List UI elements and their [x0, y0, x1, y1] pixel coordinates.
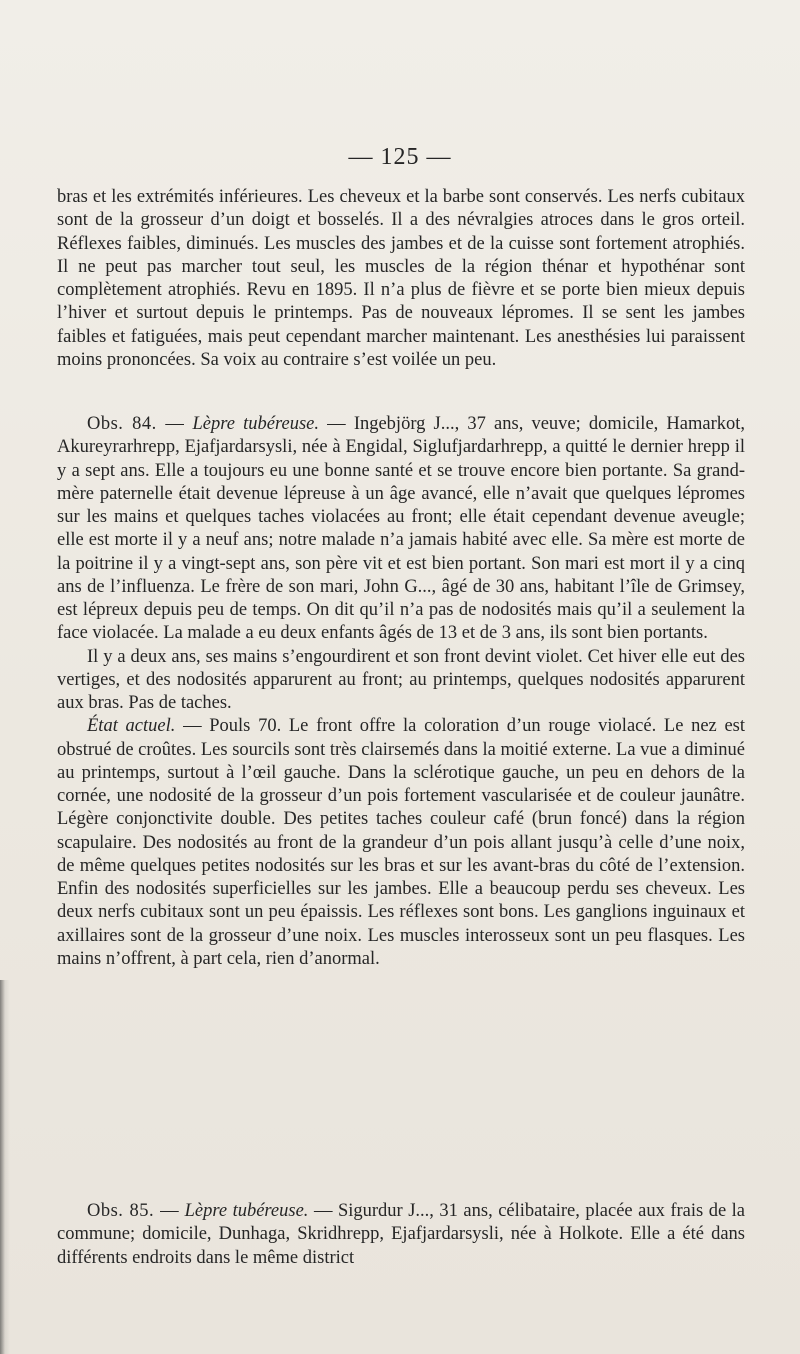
obs84-dash: —	[327, 414, 346, 434]
obs85-label: Obs. 85. —	[87, 1201, 180, 1221]
obs85-paragraph-1-text: Sigurdur J..., 31 ans, célibataire, placée aux frais de la commune; domicile, Dunhaga, Skridhrepp, Ejafjardarsysli, née à Holkote. Elle a été dans différents endroits dans le même district	[57, 1201, 746, 1268]
continued-paragraph-text: bras et les extrémités inférieures. Les cheveux et la barbe sont conservés. Les nerfs cubitaux sont de la grosseur d’un doigt et bosselés. Il a des névralgies atroces dans le gros orteil. Réflexes faibles, diminués. Les muscles des jambes et de la cuisse sont fortement atrophiés. Il ne peut pas marcher tout seul, les muscles de la région thénar et hypothénar sont complètement atrophiés. Revu en 1895. Il n’a plus de fièvre et se porte bien mieux depuis l’hiver et surtout depuis le printemps. Pas de nouveaux lépromes. Il se sent les jambes faibles et fatiguées, mais peut cependant marcher maintenant. Les anesthésies lui paraissent moins prononcées. Sa voix au contraire s’est voilée un peu.	[57, 187, 745, 370]
obs84-paragraph-1	[57, 413, 745, 646]
obs84-paragraph-2: Il y a deux ans, ses mains s’engourdirent et son front devint violet. Cet hiver elle eut des vertiges, et des nodosités apparurent au front; au printemps, quelques nodosités apparurent aux bras. Pas de taches.	[57, 646, 745, 713]
obs84-label: Obs. 84. —	[87, 414, 185, 434]
page-number: — 125 —	[348, 144, 452, 170]
obs85-paragraph-1	[57, 1200, 745, 1270]
obs84-title: Lèpre tubéreuse.	[192, 414, 319, 434]
etat-actuel-label: État actuel.	[87, 716, 176, 737]
obs85-dash: —	[313, 1201, 333, 1221]
observation-84	[57, 413, 745, 971]
observation-85	[57, 1200, 745, 1270]
obs84-paragraph-3	[57, 715, 745, 971]
obs84-paragraph-3-text: — Pouls 70. Le front offre la coloration d’un rouge violacé. Le nez est obstrué de croûtes. Les sourcils sont très clairsemés dans la moitié externe. La vue a diminué au printemps, surtout à l’œil gauche. Dans la sclérotique gauche, un peu en dehors de la cornée, une nodosité de la grosseur d’un pois fortement vascularisée et de couleur jaunâtre. Légère conjonctivite double. Des petites taches couleur café (brun foncé) dans la région scapulaire. Des nodosités au front de la grandeur d’un pois allant jusqu’à celle d’une noix, de même quelques petites nodosités sur les bras et sur les avant-bras du côté de l’extension. Enfin des nodosités superficielles sur les jambes. Elle a beaucoup perdu ses cheveux. Les deux nerfs cubitaux sont un peu épaissis. Les réflexes sont bons. Les ganglions inguinaux et axillaires sont de la grosseur d’une noix. Les muscles interosseux sont un peu flasques. Les mains n’offrent, à part cela, rien d’anormal.	[57, 716, 746, 969]
continued-paragraph	[57, 186, 745, 372]
obs85-title: Lèpre tubéreuse.	[184, 1201, 309, 1221]
obs84-paragraph-1-text: Ingebjörg J..., 37 ans, veuve; domicile, Hamarkot, Akureyrarhrepp, Ejafjardarsysli, née à Engidal, Siglufjardarhrepp, a quitté le dernier hrepp il y a sept ans. Elle a toujours eu une bonne santé et se trouve encore bien portante. Sa grand-mère paternelle était devenue lépreuse à un âge avancé, elle n’avait que quelques lépromes sur les mains et quelques taches violacées au front; elle était cependant devenue aveugle; elle est morte il y a neuf ans; notre malade n’a jamais habité avec elle. Sa mère est morte de la poitrine il y a vingt-sept ans, son père vit et est bien portant. Son mari est mort il y a cinq ans de l’influenza. Le frère de son mari, John G..., âgé de 30 ans, habitant l’île de Grimsey, est lépreux depuis peu de temps. On dit qu’il n’a pas de nodosités mais qu’il a seulement la face violacée. La malade a eu deux enfants âgés de 13 et de 3 ans, ils sont bien portants.	[57, 414, 746, 644]
